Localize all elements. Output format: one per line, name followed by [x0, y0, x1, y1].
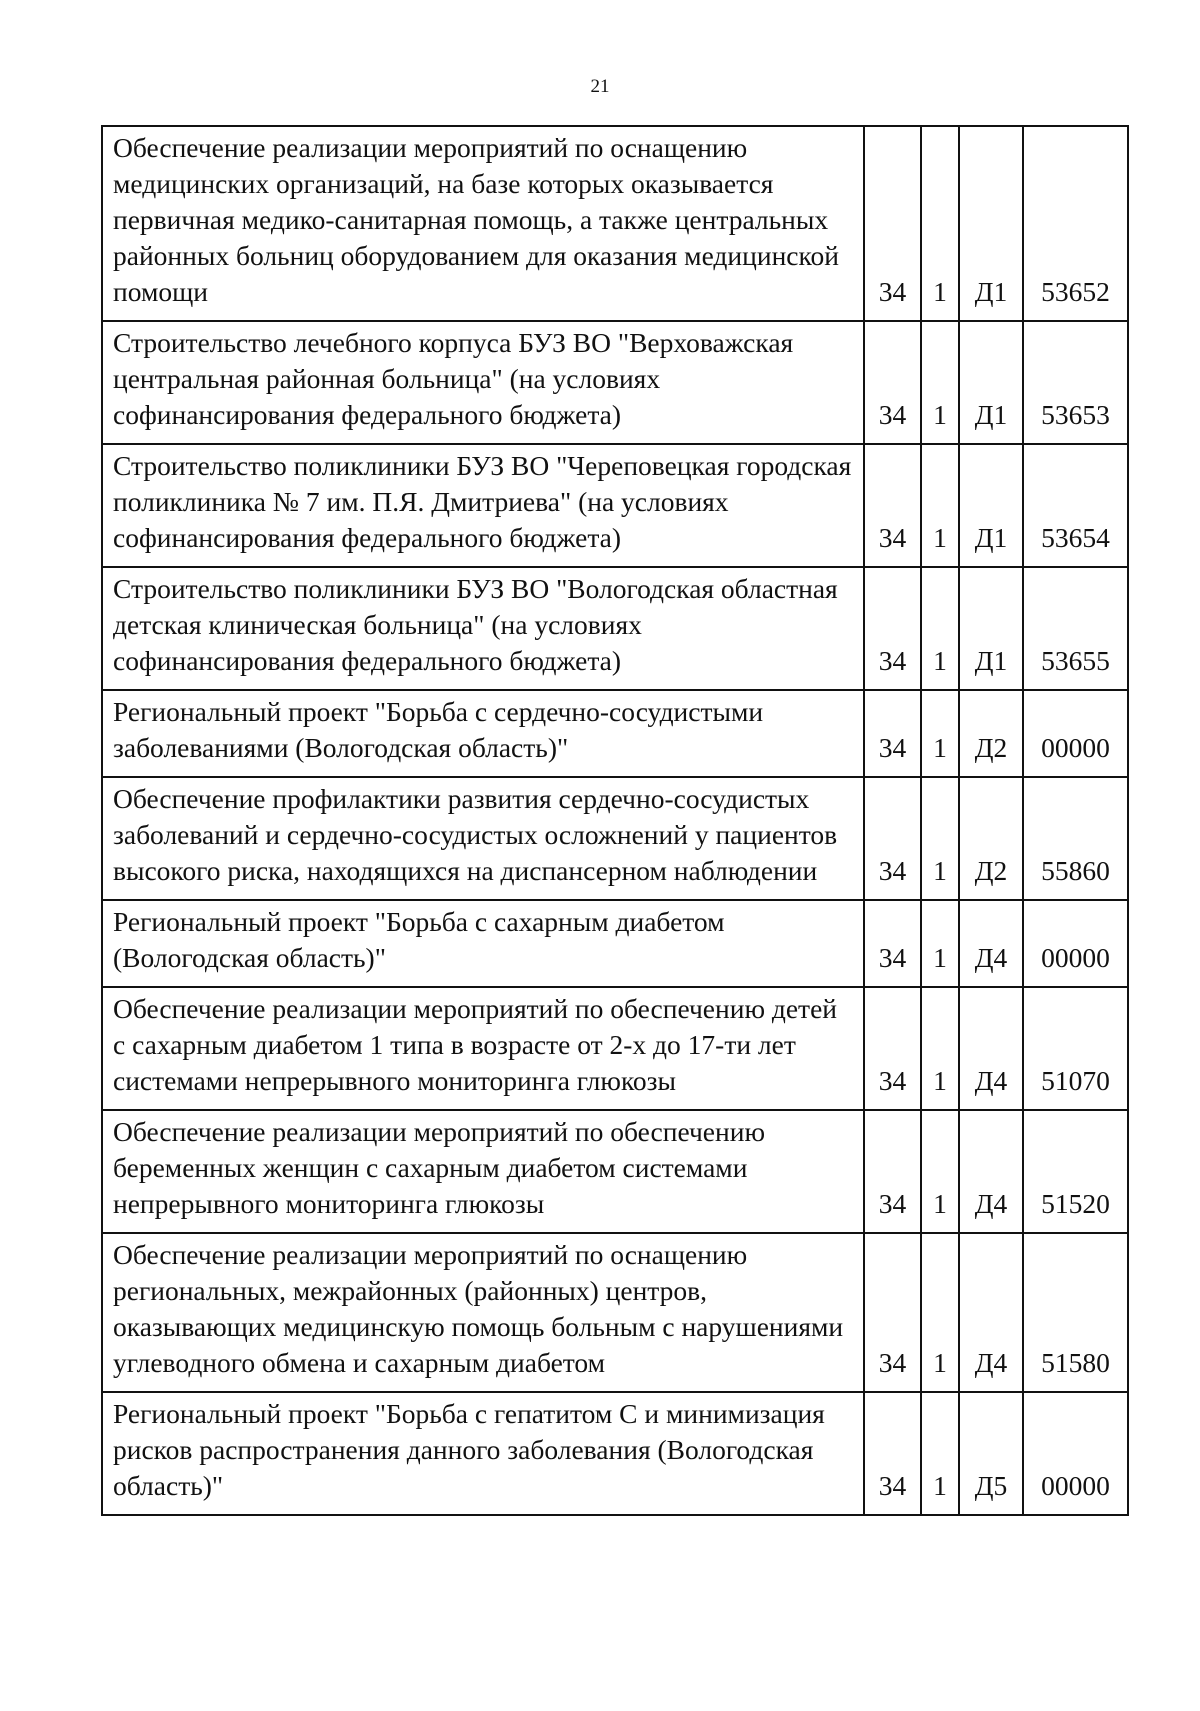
row-name-cell: Обеспечение реализации мероприятий по оснащению медицинских организаций, на базе которых оказывается первичная медико-санитарная помощь, а также центральных районных больниц оборудованием для оказания медицинской помощи: [102, 126, 864, 321]
row-code-cell: 34: [864, 1110, 921, 1233]
budget-classification-table: [101, 125, 1129, 1516]
table-row: [102, 321, 1128, 444]
row-code-cell: 34: [864, 321, 921, 444]
row-code-cell: 34: [864, 690, 921, 777]
row-code-cell: 34: [864, 777, 921, 900]
row-code-cell: 1: [921, 987, 959, 1110]
row-name-cell: Региональный проект "Борьба с сахарным диабетом (Вологодская область)": [102, 900, 864, 987]
row-code-cell: Д4: [959, 1110, 1023, 1233]
row-code-cell: 53655: [1023, 567, 1128, 690]
row-code-cell: 00000: [1023, 900, 1128, 987]
table-row: [102, 126, 1128, 321]
row-name-cell: Обеспечение реализации мероприятий по обеспечению беременных женщин с сахарным диабетом системами непрерывного мониторинга глюкозы: [102, 1110, 864, 1233]
row-code-cell: Д5: [959, 1392, 1023, 1515]
table-row: [102, 1392, 1128, 1515]
row-code-cell: 34: [864, 987, 921, 1110]
row-code-cell: 1: [921, 777, 959, 900]
row-code-cell: 51520: [1023, 1110, 1128, 1233]
row-code-cell: 51580: [1023, 1233, 1128, 1392]
row-code-cell: Д2: [959, 777, 1023, 900]
row-code-cell: 34: [864, 1233, 921, 1392]
table-row: [102, 777, 1128, 900]
row-code-cell: Д1: [959, 444, 1023, 567]
row-code-cell: 1: [921, 1392, 959, 1515]
table-row: [102, 690, 1128, 777]
row-code-cell: Д4: [959, 987, 1023, 1110]
row-code-cell: 1: [921, 567, 959, 690]
row-code-cell: 1: [921, 126, 959, 321]
row-name-cell: Обеспечение профилактики развития сердечно-сосудистых заболеваний и сердечно-сосудистых осложнений у пациентов высокого риска, находящихся на диспансерном наблюдении: [102, 777, 864, 900]
row-code-cell: 55860: [1023, 777, 1128, 900]
row-code-cell: Д4: [959, 1233, 1023, 1392]
row-code-cell: Д1: [959, 321, 1023, 444]
row-code-cell: Д4: [959, 900, 1023, 987]
page-number: 21: [590, 76, 610, 97]
table-row: [102, 900, 1128, 987]
row-code-cell: 34: [864, 1392, 921, 1515]
table-row: [102, 1110, 1128, 1233]
row-code-cell: 53653: [1023, 321, 1128, 444]
row-code-cell: 1: [921, 900, 959, 987]
table-row: [102, 444, 1128, 567]
row-name-cell: Строительство поликлиники БУЗ ВО "Вологодская областная детская клиническая больница" (на условиях софинансирования федерального бюджета): [102, 567, 864, 690]
row-code-cell: 1: [921, 690, 959, 777]
row-name-cell: Обеспечение реализации мероприятий по оснащению региональных, межрайонных (районных) центров, оказывающих медицинскую помощь больным с нарушениями углеводного обмена и сахарным диабетом: [102, 1233, 864, 1392]
table-row: [102, 1233, 1128, 1392]
row-code-cell: 34: [864, 444, 921, 567]
row-name-cell: Региональный проект "Борьба с гепатитом С и минимизация рисков распространения данного заболевания (Вологодская область)": [102, 1392, 864, 1515]
row-code-cell: 34: [864, 567, 921, 690]
row-code-cell: 34: [864, 900, 921, 987]
row-code-cell: Д2: [959, 690, 1023, 777]
row-code-cell: 1: [921, 1110, 959, 1233]
row-name-cell: Обеспечение реализации мероприятий по обеспечению детей с сахарным диабетом 1 типа в возрасте от 2-х до 17-ти лет системами непрерывного мониторинга глюкозы: [102, 987, 864, 1110]
row-code-cell: 53654: [1023, 444, 1128, 567]
row-code-cell: 34: [864, 126, 921, 321]
row-code-cell: 1: [921, 321, 959, 444]
row-code-cell: 53652: [1023, 126, 1128, 321]
row-code-cell: 00000: [1023, 690, 1128, 777]
row-code-cell: 1: [921, 444, 959, 567]
row-name-cell: Региональный проект "Борьба с сердечно-сосудистыми заболеваниями (Вологодская область)": [102, 690, 864, 777]
row-code-cell: Д1: [959, 567, 1023, 690]
row-name-cell: Строительство лечебного корпуса БУЗ ВО "Верховажская центральная районная больница" (на условиях софинансирования федерального бюджета): [102, 321, 864, 444]
row-code-cell: 1: [921, 1233, 959, 1392]
row-code-cell: 51070: [1023, 987, 1128, 1110]
table-row: [102, 567, 1128, 690]
row-code-cell: Д1: [959, 126, 1023, 321]
row-code-cell: 00000: [1023, 1392, 1128, 1515]
row-name-cell: Строительство поликлиники БУЗ ВО "Череповецкая городская поликлиника № 7 им. П.Я. Дмитриева" (на условиях софинансирования федерального бюджета): [102, 444, 864, 567]
table-row: [102, 987, 1128, 1110]
